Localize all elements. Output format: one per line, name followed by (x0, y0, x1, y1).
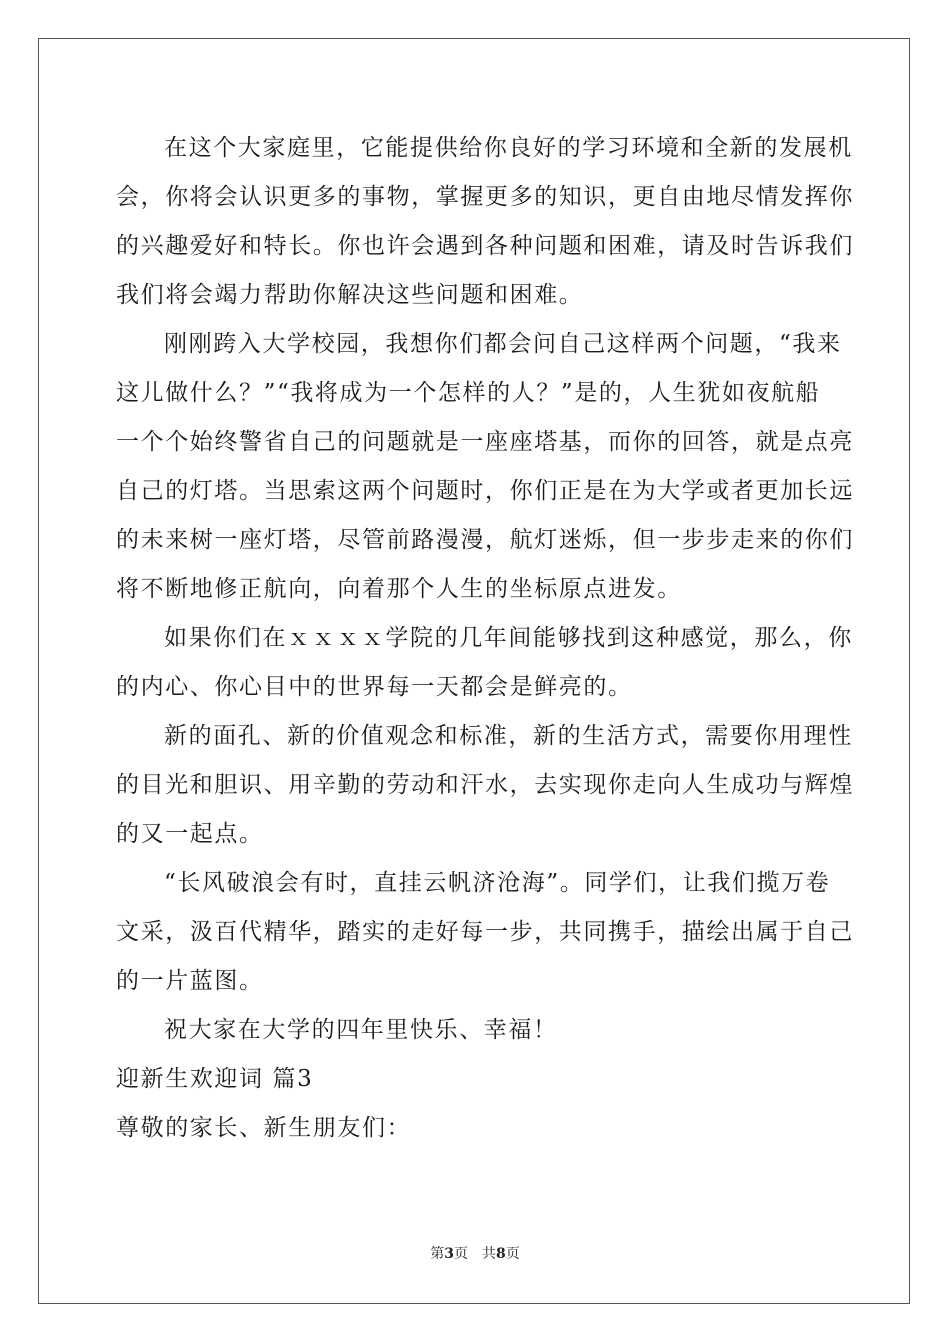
footer-prefix: 第 (430, 1246, 445, 1262)
text-line: 的又一起点。 (116, 821, 264, 847)
document-body (116, 124, 854, 1153)
text-line: 新的面孔、新的价值观念和标准，新的生活方式，需要你用理性 (164, 723, 853, 749)
text-line: 会，你将会认识更多的事物，掌握更多的知识，更自由地尽情发挥你 (116, 184, 854, 210)
text-line: 的目光和胆识、用辛勤的劳动和汗水，去实现你走向人生成功与辉煌 (116, 772, 854, 798)
total-pages-number: 8 (496, 1246, 506, 1262)
paragraph-6 (116, 1006, 836, 1055)
current-page-number: 3 (444, 1246, 454, 1262)
text-line: “长风破浪会有时，直挂云帆济沧海”。同学们，让我们揽万卷 (164, 870, 831, 896)
text-line: 的一片蓝图。 (116, 968, 264, 994)
salutation: 尊敬的家长、新生朋友们： (116, 1115, 412, 1141)
text-line: 这儿做什么？”“我将成为一个怎样的人？”是的，人生犹如夜航船 (116, 380, 821, 406)
text-line: 自己的灯塔。当思索这两个问题时，你们正是在为大学或者更加长远 (116, 478, 854, 504)
paragraph-2 (116, 320, 854, 614)
text-line: 刚刚跨入大学校园，我想你们都会问自己这样两个问题，“我来 (164, 331, 842, 357)
paragraph-1 (116, 124, 854, 320)
text-line: 将不断地修正航向，向着那个人生的坐标原点进发。 (116, 576, 682, 602)
text-line: 在这个大家庭里，它能提供给你良好的学习环境和全新的发展机 (164, 135, 853, 161)
text-line: 文采，汲百代精华，踏实的走好每一步，共同携手，描绘出属于自己 (116, 919, 854, 945)
text-line: 的内心、你心目中的世界每一天都会是鲜亮的。 (116, 674, 633, 700)
paragraph-5 (116, 859, 854, 1006)
text-line: 的兴趣爱好和特长。你也许会遇到各种问题和困难，请及时告诉我们 (116, 233, 854, 259)
text-line: 如果你们在ｘｘｘｘ学院的几年间能够找到这种感觉，那么，你 (164, 625, 853, 651)
footer-suffix: 页 (505, 1246, 520, 1262)
section-heading: 迎新生欢迎词 篇3 (116, 1066, 314, 1092)
paragraph-4 (116, 712, 854, 859)
text-line: 一个个始终警省自己的问题就是一座座塔基，而你的回答，就是点亮 (116, 429, 854, 455)
page-footer (0, 1244, 950, 1264)
paragraph-3 (116, 614, 853, 712)
text-line: 的未来树一座灯塔，尽管前路漫漫，航灯迷烁，但一步步走来的你们 (116, 527, 854, 553)
text-line: 我们将会竭力帮助你解决这些问题和困难。 (116, 282, 584, 308)
footer-middle: 页 共 (454, 1246, 496, 1262)
text-line: 祝大家在大学的四年里快乐、幸福！ (164, 1017, 558, 1043)
